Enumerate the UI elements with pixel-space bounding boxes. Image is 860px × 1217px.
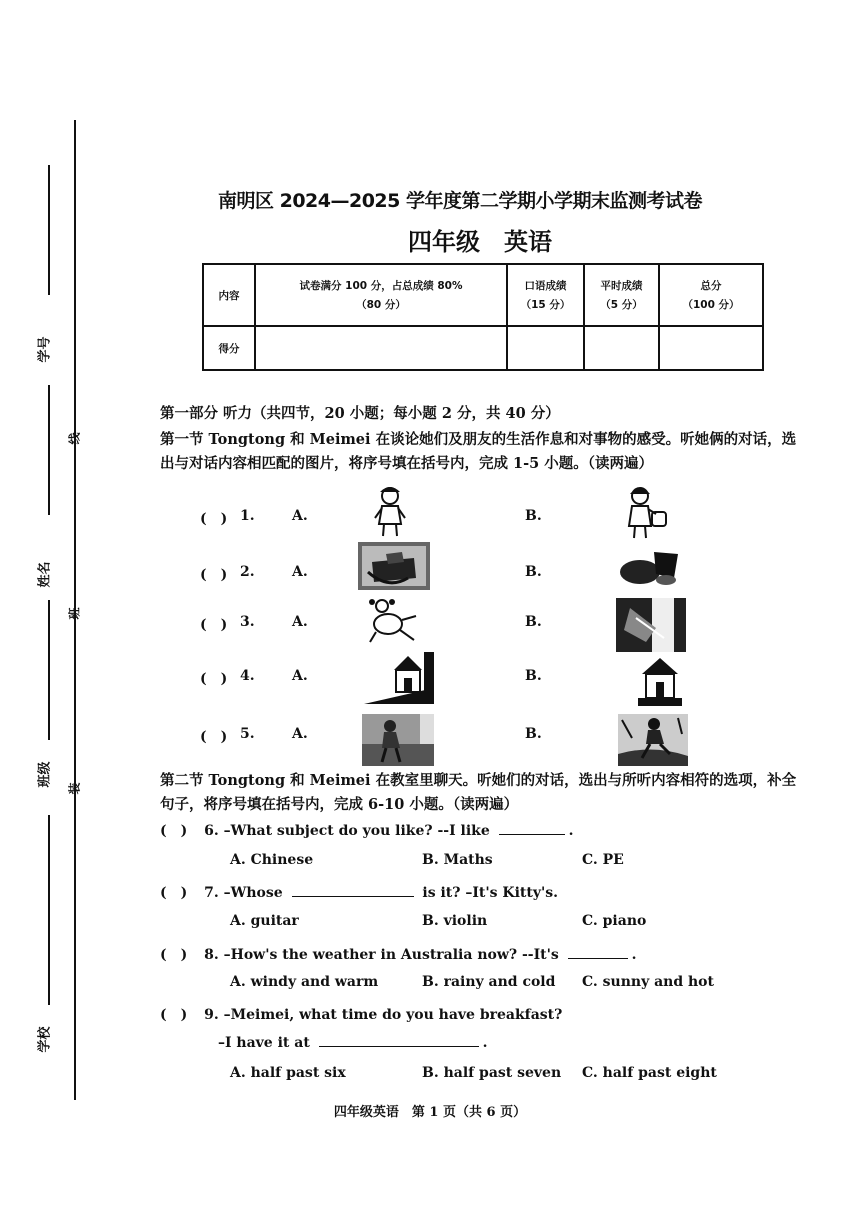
question-7-option-b: B. violin xyxy=(422,913,488,929)
name-blank xyxy=(48,600,50,740)
question-6-option-a: A. Chinese xyxy=(230,852,314,868)
item-number: 1. xyxy=(240,508,255,524)
option-b-label: B. xyxy=(525,564,542,580)
question-7-text: 7. –Whose xyxy=(204,885,283,901)
answer-bracket[interactable]: ( ) xyxy=(200,617,228,633)
question-8-text: 8. –How's the weather in Australia now? --It's xyxy=(204,947,559,963)
question-7-option-c: C. piano xyxy=(582,913,647,929)
option-b-label: B. xyxy=(525,508,542,524)
score-header-usual-sub: （5 分） xyxy=(600,299,643,311)
question-9-end: . xyxy=(482,1035,488,1051)
teddy-bear-picture xyxy=(362,596,420,646)
answer-bracket[interactable]: ( ) xyxy=(160,1007,188,1023)
student-id-label: 学号 xyxy=(37,336,53,363)
score-header-oral-sub: （15 分） xyxy=(520,299,571,311)
line-label: 线 xyxy=(67,432,82,445)
option-a-label: A. xyxy=(292,614,308,630)
question-6-end: . xyxy=(568,823,574,839)
score-header-oral xyxy=(507,264,584,326)
score-header-paper-sub: （80 分） xyxy=(356,299,406,311)
score-header-paper xyxy=(255,264,507,326)
answer-bracket[interactable]: ( ) xyxy=(160,947,188,963)
item-number: 4. xyxy=(240,668,255,684)
question-9-text: 9. –Meimei, what time do you have breakfast? xyxy=(204,1007,563,1023)
cake-picture xyxy=(358,542,430,590)
question-9-line2: –I have it at xyxy=(218,1035,310,1051)
question-8-option-c: C. sunny and hot xyxy=(582,974,714,990)
score-cell-usual[interactable] xyxy=(584,326,659,370)
item-number: 3. xyxy=(240,614,255,630)
option-a-label: A. xyxy=(292,564,308,580)
name-label: 姓名 xyxy=(37,561,53,588)
question-6-option-b: B. Maths xyxy=(422,852,493,868)
section1-instructions: 第一节 Tongtong 和 Meimei 在谈论她们及朋友的生活作息和对事物的感受。听她俩的对话，选出与对话内容相匹配的图片，将序号填在括号内，完成 1-5 小题。（读两遍） xyxy=(160,431,797,472)
question-9-option-b: B. half past seven xyxy=(422,1065,562,1081)
small-house-picture xyxy=(638,654,682,706)
grade-label: 班级 xyxy=(37,761,53,788)
answer-blank[interactable] xyxy=(568,958,628,959)
answer-bracket[interactable]: ( ) xyxy=(160,885,188,901)
question-8 xyxy=(160,944,637,964)
score-header-paper-text: 试卷满分 100 分，占总成绩 80% xyxy=(299,280,463,292)
school-label: 学校 xyxy=(37,1026,53,1053)
option-b-label: B. xyxy=(525,668,542,684)
option-b-label: B. xyxy=(525,614,542,630)
option-b-label: B. xyxy=(525,726,542,742)
answer-blank[interactable] xyxy=(319,1046,479,1047)
girl-picture xyxy=(368,484,412,540)
question-7-option-a: A. guitar xyxy=(230,913,299,929)
score-cell-oral[interactable] xyxy=(507,326,584,370)
question-9 xyxy=(160,1004,562,1024)
answer-bracket[interactable]: ( ) xyxy=(160,823,188,839)
question-8-end: . xyxy=(631,947,637,963)
student-id-blank xyxy=(48,165,50,295)
answer-bracket[interactable]: ( ) xyxy=(200,671,228,687)
section2-instructions: 第二节 Tongtong 和 Meimei 在教室里聊天。听她们的对话，选出与所听内容相符的选项，补全句子，将序号填在括号内，完成 6-10 小题。（读两遍） xyxy=(160,772,797,813)
answer-blank[interactable] xyxy=(499,834,565,835)
answer-bracket[interactable]: ( ) xyxy=(200,567,228,583)
answer-bracket[interactable]: ( ) xyxy=(200,511,228,527)
score-row-label: 得分 xyxy=(203,326,255,370)
score-cell-total[interactable] xyxy=(659,326,763,370)
class-blank xyxy=(48,385,50,515)
seal-line-label: 班 xyxy=(67,607,82,620)
item-number: 2. xyxy=(240,564,255,580)
question-7 xyxy=(160,882,558,902)
seal-label: 装 xyxy=(67,782,82,795)
score-header-total-sub: （100 分） xyxy=(682,299,740,311)
question-9-answer-line xyxy=(218,1035,488,1051)
grade-blank xyxy=(48,815,50,1005)
answer-blank[interactable] xyxy=(292,896,414,897)
listening-item-4 xyxy=(200,660,700,700)
playing-girl-picture xyxy=(362,714,434,766)
girl-with-bag-picture xyxy=(620,484,672,540)
question-6 xyxy=(160,820,574,840)
answer-bracket[interactable]: ( ) xyxy=(200,729,228,745)
exam-subtitle: 四年级 英语 xyxy=(408,228,552,256)
score-header-content: 内容 xyxy=(203,264,255,326)
toy-photo-picture xyxy=(616,598,686,652)
fruit-picture xyxy=(616,544,688,590)
score-table xyxy=(202,263,764,371)
question-7-end: is it? –It's Kitty's. xyxy=(422,885,558,901)
question-9-option-a: A. half past six xyxy=(230,1065,346,1081)
page-footer: 四年级英语 第 1 页（共 6 页） xyxy=(333,1105,527,1120)
question-8-option-b: B. rainy and cold xyxy=(422,974,556,990)
option-a-label: A. xyxy=(292,726,308,742)
item-number: 5. xyxy=(240,726,255,742)
score-header-total-text: 总分 xyxy=(700,280,722,292)
option-a-label: A. xyxy=(292,668,308,684)
running-boy-picture xyxy=(618,714,688,766)
question-8-option-a: A. windy and warm xyxy=(230,974,379,990)
house-picture xyxy=(364,652,434,704)
question-6-text: 6. –What subject do you like? --I like xyxy=(204,823,490,839)
part1-heading: 第一部分 听力（共四节，20 小题；每小题 2 分，共 40 分） xyxy=(160,405,560,422)
score-cell-paper[interactable] xyxy=(255,326,507,370)
score-header-usual xyxy=(584,264,659,326)
score-header-total xyxy=(659,264,763,326)
option-a-label: A. xyxy=(292,508,308,524)
question-6-option-c: C. PE xyxy=(582,852,624,868)
score-header-usual-text: 平时成绩 xyxy=(600,280,643,292)
score-header-oral-text: 口语成绩 xyxy=(524,280,567,292)
question-9-option-c: C. half past eight xyxy=(582,1065,717,1081)
exam-title: 南明区 2024—2025 学年度第二学期小学期末监测考试卷 xyxy=(218,190,702,212)
